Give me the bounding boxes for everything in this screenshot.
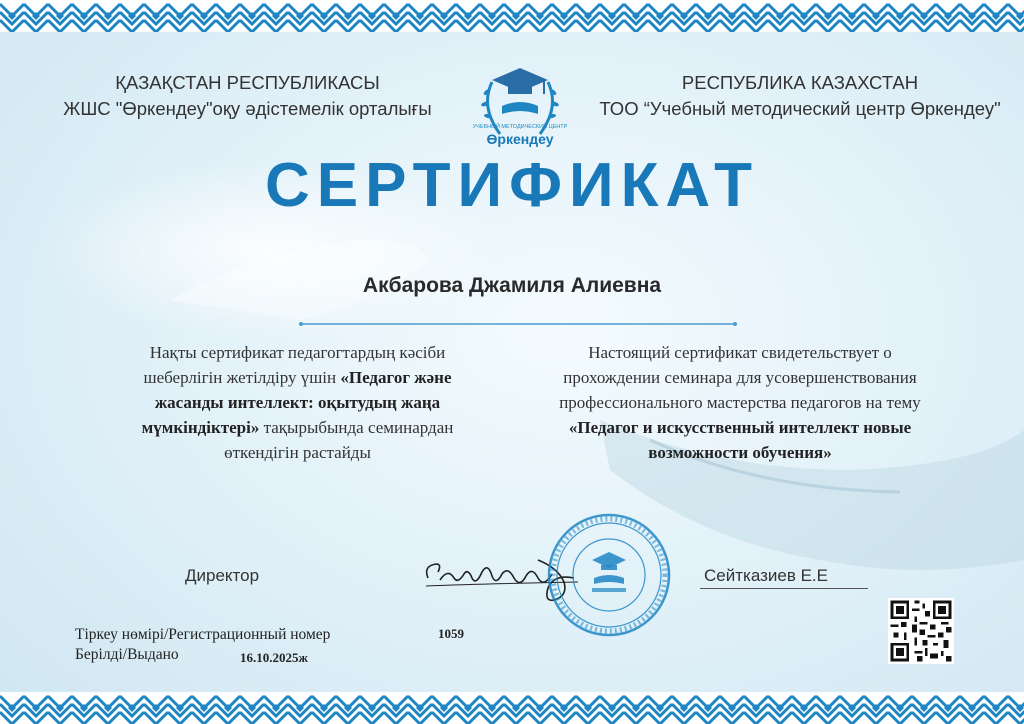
kz-topic-part-2: жасанды интеллект: оқытудың жаңа xyxy=(154,393,441,412)
logo-name: Өркендеу xyxy=(486,131,554,147)
ru-line-2: прохождении семинара для усовершенствования xyxy=(563,368,917,387)
kz-line-5: өткендігін растайды xyxy=(224,443,371,462)
issued-date: 16.10.2025ж xyxy=(240,650,308,665)
header-left-country: ҚАЗАҚСТАН РЕСПУБЛИКАСЫ xyxy=(115,72,380,93)
ru-line-4 xyxy=(535,415,945,440)
signer-line xyxy=(700,588,868,589)
header-left-organization: ЖШС "Өркендеу"оқу әдістемелік орталығы xyxy=(63,98,432,119)
ru-topic-part-2: возможности обучения» xyxy=(648,443,832,462)
issued-label: Берілді/Выдано xyxy=(75,646,179,663)
ru-line-5 xyxy=(535,440,945,465)
kz-line-2 xyxy=(110,365,485,390)
header-right xyxy=(585,70,1015,122)
kz-line-3 xyxy=(110,390,485,415)
kz-topic-part-3: мүмкіндіктері» xyxy=(141,418,260,437)
header-right-organization: ТОО “Учебный методический центр Өркендеу" xyxy=(599,98,1001,119)
ru-topic-part-1: «Педагог и искусственный интеллект новые xyxy=(568,418,912,437)
header-left xyxy=(55,70,440,122)
kz-line-2-text: шеберлігін жетілдіру үшін xyxy=(143,368,341,387)
kz-line-4 xyxy=(110,415,485,440)
kz-topic-part-1: «Педагог және xyxy=(340,368,452,387)
certificate-text-russian xyxy=(535,340,945,465)
recipient-name: Акбарова Джамиля Алиевна xyxy=(362,274,662,297)
header-right-country: РЕСПУБЛИКА КАЗАХСТАН xyxy=(681,72,919,93)
orkendeu-logo xyxy=(470,62,570,154)
signer-name: Сейтказиев Е.Е xyxy=(704,566,828,585)
official-stamp xyxy=(546,512,672,638)
certificate-text-kazakh xyxy=(110,340,485,465)
ru-line-3: профессионального мастерства педагогов на тему xyxy=(559,393,921,412)
bottom-ornament-band xyxy=(0,692,1024,724)
kz-line-4-text: тақырыбында семинардан xyxy=(259,418,454,437)
registration-number: 1059 xyxy=(438,626,464,641)
top-ornament-band xyxy=(0,0,1024,32)
logo-small-text: УЧЕБНЫЙ МЕТОДИЧЕСКИЙ ЦЕНТР xyxy=(472,124,568,130)
certificate-title: СЕРТИФИКАТ xyxy=(265,151,759,220)
name-underline xyxy=(298,322,738,326)
director-label: Директор xyxy=(185,566,260,585)
ru-line-1: Настоящий сертификат свидетельствует о xyxy=(588,343,892,362)
qr-code xyxy=(888,598,954,664)
kz-line-1: Нақты сертификат педагогтардың кәсіби xyxy=(149,343,446,362)
registration-label: Тіркеу нөмірі/Регистрационный номер xyxy=(75,626,331,643)
